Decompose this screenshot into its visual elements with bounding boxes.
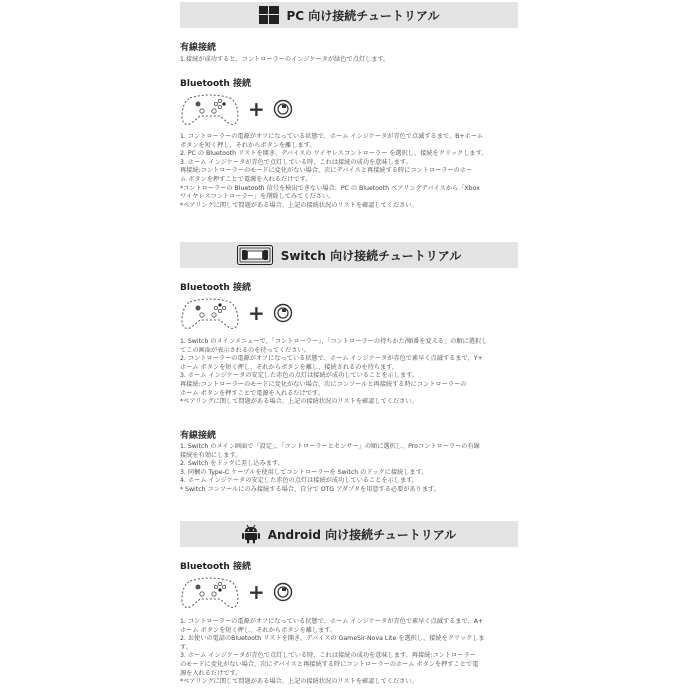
pc-bt-line: 2. PC の Bluetooth リストを開き、デバイスの ワイヤレスコントローラー を選択し、接続をクリックします。 — [180, 150, 488, 158]
switch-pairing-diagram — [180, 294, 293, 332]
android-bluetooth-heading: Bluetooth 接続 — [180, 562, 251, 572]
android-banner-title: Android 向け接続チュートリアル — [267, 527, 457, 542]
android-bt-line: ホーム ボタンを短く押し、それからボタンを離します。 — [180, 626, 337, 634]
switch-bluetooth-instructions — [180, 338, 520, 407]
android-bt-line: *ペアリングに関して問題がある場合、上記の接続状況のリストを確認してください。 — [180, 678, 418, 686]
pc-bluetooth-heading: Bluetooth 接続 — [180, 79, 251, 89]
switch-bt-line: 再接続:コントローラーのモードに変化がない場合、次にコンソールと再接続する時にコントローラーの — [180, 380, 467, 388]
pc-bt-line: 1. コントローラーの電源がオフになっている状態で、ホーム インジケータが青色で点滅するまで、B+ホーム — [180, 133, 484, 140]
switch-wired-heading: 有線接続 — [180, 431, 217, 441]
pc-bt-line: *ペアリングに関して問題がある場合、上記の接続状況のリストを確認してください。 — [180, 201, 418, 209]
bluetooth-device-icon — [273, 303, 293, 323]
pc-bt-line: 3. ホーム インジケータが青色で点灯している時、これは接続の成功を意味します。 — [180, 158, 412, 166]
android-bt-line: 3. ホーム インジケータが青色で点灯している時、これは接続の成功を意味します。再接続:コントローラー — [180, 652, 476, 660]
pc-bt-line: ボタンを短く押し、それからボタンを離します。 — [180, 141, 316, 149]
switch-console-icon — [237, 245, 273, 265]
switch-bluetooth-heading: Bluetooth 接続 — [180, 283, 251, 293]
gamepad-icon — [180, 573, 240, 611]
switch-wired-line: 1. Switch のメイン画面で「設定」、「コントローラーとセンサー」の順に選択し、Proコントローラーの有線 — [180, 443, 480, 450]
pc-wired-line: 1.接続が成功すると、コントローラーのインジケータが緑色で点灯します。 — [180, 56, 390, 63]
switch-bt-line: *ペアリングに関して問題がある場合、上記の接続状況のリストを確認してください。 — [180, 398, 418, 406]
pc-bt-line: 再接続:コントローラーのモードに変化がない場合、次にデバイスと再接続する時にコントローラーのホー — [180, 167, 473, 175]
plus-icon: + — [248, 97, 265, 121]
android-bt-line: す。 — [180, 643, 192, 651]
switch-bt-line: てこの画面が表示されるのを待ってください。 — [180, 346, 310, 354]
switch-wired-line: 3. 同梱の Type-C ケーブルを使用してコントローラーを Switch のドックに接続します。 — [180, 468, 428, 476]
switch-wired-line: 4. ホーム インジケータの安定した赤色の点灯は接続が成功していることを示します。 — [180, 477, 418, 485]
gamepad-icon — [180, 90, 240, 128]
bluetooth-device-icon — [273, 99, 293, 119]
switch-banner — [180, 242, 518, 268]
pc-bluetooth-instructions — [180, 133, 520, 210]
pc-banner-title: PC 向け接続チュートリアル — [286, 8, 440, 23]
pc-wired-heading: 有線接続 — [180, 43, 217, 53]
bluetooth-device-icon — [273, 582, 293, 602]
switch-bt-line: ホーム ボタンを短く押し、それからボタンを離し、接続されるのを待ちます。 — [180, 363, 399, 371]
switch-wired-line: 接続を有効にします。 — [180, 451, 242, 459]
pc-banner — [180, 2, 518, 28]
switch-wired-line: * Switch コンソールにのみ接続する場合、自分で OTG アダプタを用意する必要があります。 — [180, 485, 440, 493]
android-bt-line: のモードに変化がない場合、次にデバイスと再接続する時にコントローラーのホーム ボタンを押すことで電 — [180, 660, 479, 668]
android-robot-icon — [242, 524, 260, 544]
switch-bt-line: 3. ホーム インジケータの安定した赤色の点灯は接続が成功していることを示します。 — [180, 372, 418, 380]
plus-icon: + — [248, 580, 265, 604]
switch-wired-line: 2. Switch をドックに差し込みます。 — [180, 460, 284, 468]
switch-bt-line: ホーム ボタンを押すことで電源を入れるだけです。 — [180, 389, 324, 397]
pc-bt-line: *コントローラーの Bluetooth 信号を検出できない場合、PC の Bluetooth ペアリングデバイスから「Xbox — [180, 184, 480, 192]
android-bt-line: 2. お使いの電話のBluetooth リストを開き、デバイスの GameSir-Nova Lite を選択し、接続をクリックしま — [180, 635, 485, 643]
gamepad-icon — [180, 294, 240, 332]
android-bluetooth-instructions — [180, 618, 520, 687]
switch-bt-line: 2. コントローラーの電源がオフになっている状態で、ホーム インジケータが赤色で素早く点滅するまで、Y+ — [180, 355, 483, 363]
plus-icon: + — [248, 301, 265, 325]
switch-wired-instructions — [180, 443, 520, 495]
pc-bt-line: ム ボタンを押すことで電源を入れるだけです。 — [180, 175, 312, 183]
switch-banner-title: Switch 向け接続チュートリアル — [280, 248, 462, 263]
android-banner — [180, 521, 518, 547]
android-bt-line: 1. コントローラーの電源がオフになっている状態で、ホーム インジケータが青色で素早く点滅するまで、A+ — [180, 618, 484, 625]
switch-bt-line: 1. Switch のメインメニューで、「コントローラー」、「コントローラーの持ちかた/順番を変える」の順に選択し — [180, 338, 488, 345]
pc-bt-line: ワイヤレスコントローラー」を削除してみてください。 — [180, 193, 335, 201]
android-bt-line: 源を入れるだけです。 — [180, 669, 242, 677]
pc-wired-instructions — [180, 56, 520, 65]
android-pairing-diagram — [180, 573, 293, 611]
windows-logo-icon — [259, 6, 279, 24]
pc-pairing-diagram — [180, 90, 293, 128]
